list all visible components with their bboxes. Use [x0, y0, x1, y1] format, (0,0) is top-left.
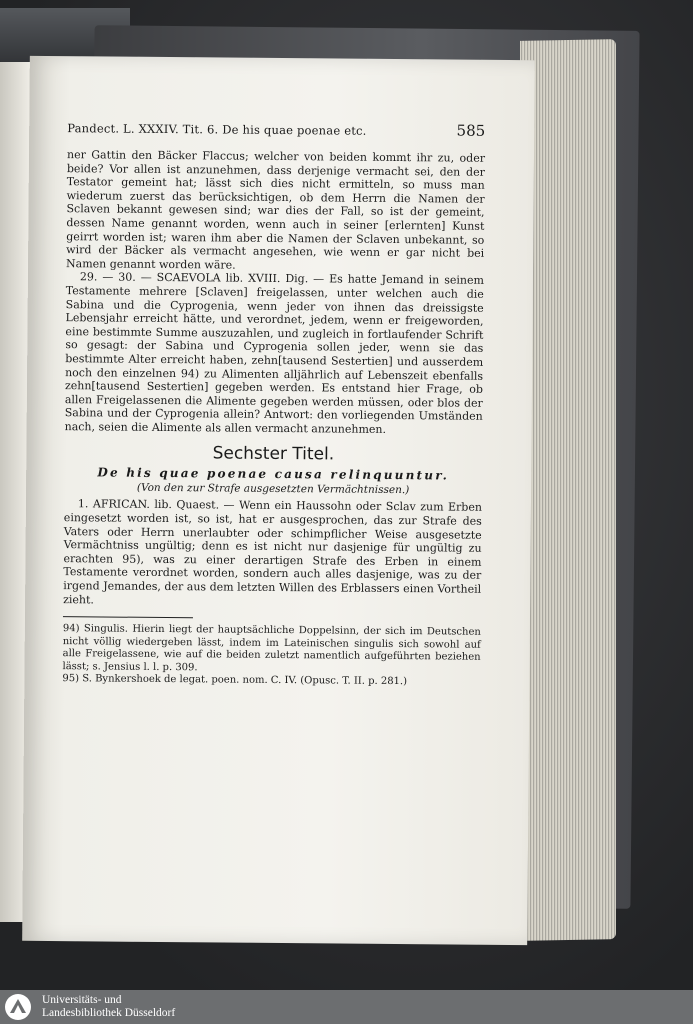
library-name-line2: Landesbibliothek Düsseldorf — [42, 1007, 176, 1019]
footnote: 94) Singulis. Hierin liegt der hauptsächliche Doppelsinn, der sich im Deutschen nicht völlig wiedergeben lässt, indem im Lateinischen singulis sich sowohl auf alle Freigelassene, wie auf die beiden zuletzt namentlich aufgeführten beziehen lässt; s. Jensius l. l. p. 309. — [62, 623, 481, 674]
footnotes — [62, 623, 481, 689]
library-name — [42, 994, 175, 1020]
library-footer — [0, 990, 693, 1024]
page-body — [63, 148, 485, 610]
paragraph: 1. AFRICAN. lib. Quaest. — Wenn ein Haussohn oder Sclav zum Erben eingesetzt worden ist, so ist, hat er ausgesprochen, das zur Strafe des Vaters oder Herrn unerlaubter oder schimpflicher Weise ausgesetzte Vermächtniss ungültig; denn es ist nicht nur dasjenige für ungültig zu erachten 95), was zu einer derartigen Strafe des Erben in einem Testamente verordnet worden, sondern auch alles dasjenige, was zu der irgend Jemandes, der aus dem letzten Willen des Erblassers einen Vortheil zieht. — [63, 497, 483, 607]
library-logo-icon — [4, 993, 32, 1021]
footnote: 95) S. Bynkershoek de legat. poen. nom. C. IV. (Opusc. T. II. p. 281.) — [62, 673, 408, 688]
section-title: Sechster Titel. — [212, 443, 335, 465]
library-name-line1: Universitäts- und — [42, 994, 122, 1006]
page-header — [67, 118, 485, 140]
book-page — [22, 56, 535, 945]
paragraph: ner Gattin den Bäcker Flaccus; welcher von beiden kommt ihr zu, oder beide? Vor allen ist anzunehmen, dass derjenige vermacht sei, den der Testator gemeint hat; lässt sich dies nicht ermitteln, so muss man wiederum zuerst das berücksichtigen, ob dem Herrn die Namen der Sclaven bekannt gewesen sind; war dies der Fall, so ist der gemeint, dessen Name genannt worden, wenn auch in seiner [erlernten] Kunst geirrt worden ist; waren ihm aber die Namen der Sclaven unbekannt, so wird der Bäcker als vermacht angesehen, wie wenn er gar nicht bei Namen genannt worden wäre. — [66, 148, 486, 272]
footnote-rule — [63, 616, 193, 618]
page-number: 585 — [456, 121, 486, 140]
page-content — [62, 118, 485, 689]
paragraph: 29. — 30. — SCAEVOLA lib. XVIII. Dig. — Es hatte Jemand in seinem Testamente mehrere [Sclaven] freigelassen, unter welchen auch die Sabina und die Cyprogenia, wenn jeder von ihnen das dreissigste Lebensjahr erreicht hätte, und verordnet, jedem, wenn er freigeworden, eine bestimmte Summe auszuzahlen, und zugleich in fortlaufender Schrift so gesagt: der Sabina und Cyprogenia sollen jeder, wenn sie das bestimmte Alter erreicht haben, zehn[tausend Sestertien] und ausserdem noch den einzelnen 94) zu Alimenten alljährlich auf Lebenszeit ebenfalls zehn[tausend Sestertien] gegeben werden. Es entstand hier Frage, ob allen Freigelassenen die Alimente gegeben werden müssen, oder blos der Sabina und der Cyprogenia allein? Antwort: den vorliegenden Umständen nach, seien die Alimente als allen vermacht anzunehmen. — [64, 270, 484, 436]
section-subtitle-german: (Von den zur Strafe ausgesetzten Vermächtnissen.) — [136, 482, 410, 497]
section-subtitle: De his quae poenae causa relinquuntur. — [97, 465, 450, 483]
running-head: Pandect. L. XXXIV. Tit. 6. De his quae poenae etc. — [67, 121, 367, 138]
page-edges — [520, 39, 616, 941]
